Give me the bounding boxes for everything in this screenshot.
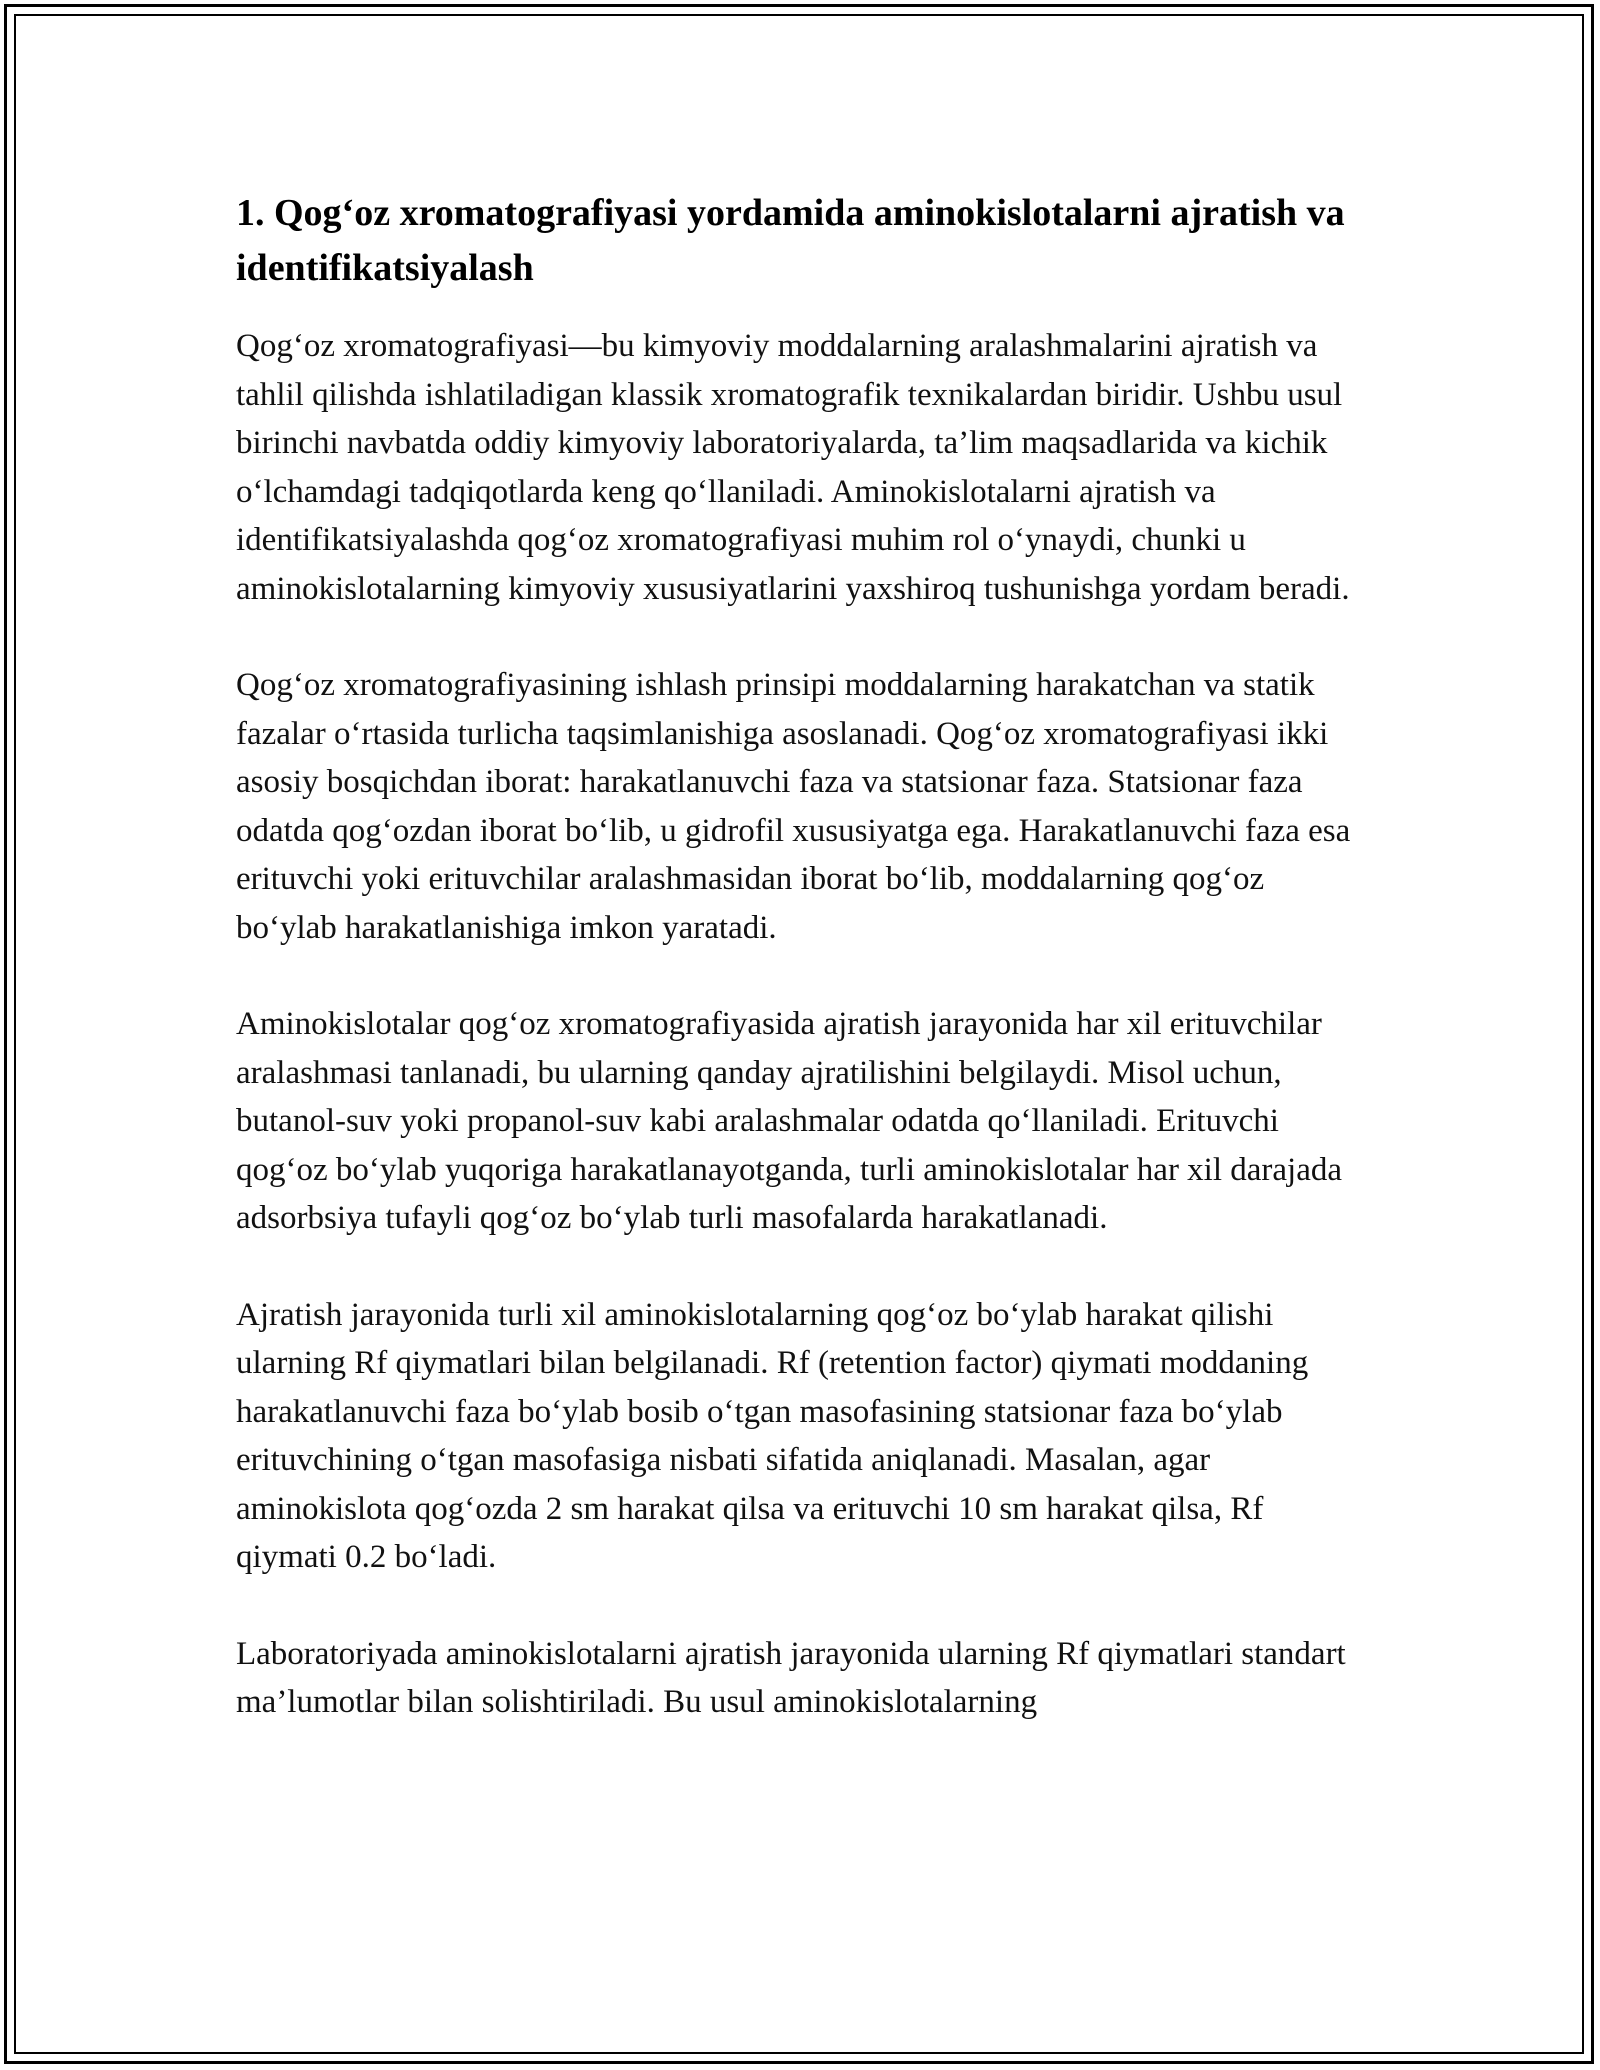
paragraph-solvent-selection: Aminokislotalar qog‘oz xromatografiyasida ajratish jarayonida har xil erituvchilar aralashmasi tanlanadi, bu ularning qanday ajratilishini belgilaydi. Misol uchun, butanol-suv yoki propanol-suv kabi aralashmalar odatda qo‘llaniladi. Erituvchi qog‘oz bo‘ylab yuqoriga harakatlanayotganda, turli aminokislotalar har xil darajada adsorbsiya tufayli qog‘oz bo‘ylab turli masofalarda harakatlanadi.: [236, 1006, 1343, 1236]
section-heading: 1. Qog‘oz xromatografiyasi yordamida aminokislotalarni ajratish va identifikatsiyalash: [236, 192, 1345, 289]
document-body: [236, 186, 1366, 1775]
paragraph-rf-values: Ajratish jarayonida turli xil aminokislotalarning qog‘oz bo‘ylab harakat qilishi ularning Rf qiymatlari bilan belgilanadi. Rf (retention factor) qiymati moddaning harakatlanuvchi faza bo‘ylab bosib o‘tgan masofasining statsionar faza bo‘ylab erituvchining o‘tgan masofasiga nisbati sifatida aniqlanadi. Masalan, agar aminokislota qog‘ozda 2 sm harakat qilsa va erituvchi 10 sm harakat qilsa, Rf qiymati 0.2 bo‘ladi.: [236, 1296, 1309, 1575]
paragraph-introduction: Qog‘oz xromatografiyasi—bu kimyoviy moddalarning aralashmalarini ajratish va tahlil qilishda ishlatiladigan klassik xromatografik texnikalardan biridir. Ushbu usul birinchi navbatda oddiy kimyoviy laboratoriyalarda, ta’lim maqsadlarida va kichik o‘lchamdagi tadqiqotlarda keng qo‘llaniladi. Aminokislotalarni ajratish va identifikatsiyalashda qog‘oz xromatografiyasi muhim rol o‘ynaydi, chunki u aminokislotalarning kimyoviy xususiyatlarini yaxshiroq tushunishga yordam beradi.: [236, 328, 1350, 607]
paragraph-laboratory-comparison: Laboratoriyada aminokislotalarni ajratish jarayonida ularning Rf qiymatlari standart ma’lumotlar bilan solishtiriladi. Bu usul aminokislotalarning: [236, 1635, 1346, 1720]
paragraph-working-principle: Qog‘oz xromatografiyasining ishlash prinsipi moddalarning harakatchan va statik fazalar o‘rtasida turlicha taqsimlanishiga asoslanadi. Qog‘oz xromatografiyasi ikki asosiy bosqichdan iborat: harakatlanuvchi faza va statsionar faza. Statsionar faza odatda qog‘ozdan iborat bo‘lib, u gidrofil xususiyatga ega. Harakatlanuvchi faza esa erituvchi yoki erituvchilar aralashmasidan iborat bo‘lib, moddalarning qog‘oz bo‘ylab harakatlanishiga imkon yaratadi.: [236, 667, 1351, 946]
